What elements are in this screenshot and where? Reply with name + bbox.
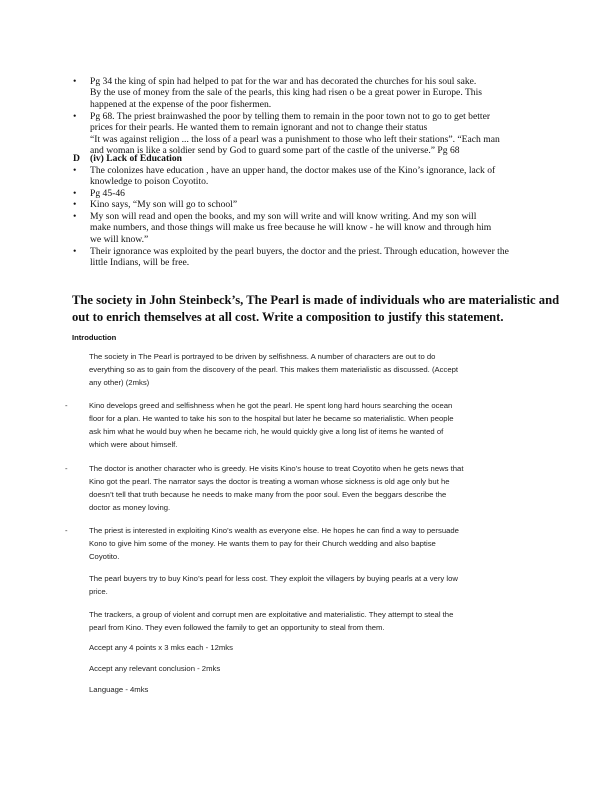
list-item bbox=[89, 572, 458, 598]
text-line: Coyotito. bbox=[89, 552, 120, 561]
text-line: floor for a plan. He wanted to take his son to the hospital but later he became so materialistic. When people bbox=[89, 414, 454, 423]
text-line: The pearl buyers try to buy Kino’s pearl for less cost. They exploit the villagers by buying pearls at a very low bbox=[89, 574, 458, 583]
question-line: The society in John Steinbeck’s, The Pearl is made of individuals who are materialistic and bbox=[72, 293, 560, 307]
text-line: The colonizes have education , have an upper hand, the doctor makes use of the Kino’s ignorance, lack of bbox=[90, 165, 496, 176]
introduction-label: Introduction bbox=[72, 333, 117, 342]
text-line: My son will read and open the books, and my son will write and will know writing. And my son will bbox=[90, 211, 477, 222]
question-line: out to enrich themselves at all cost. Write a composition to justify this statement. bbox=[72, 309, 504, 324]
text-line: which were about himself. bbox=[89, 440, 178, 449]
dash-marker: - bbox=[65, 401, 68, 410]
text-line: The trackers, a group of violent and corrupt men are exploitative and materialistic. They attempt to steal the bbox=[89, 610, 454, 619]
section-title: (iv) Lack of Education bbox=[90, 153, 182, 164]
bullet-icon: • bbox=[73, 211, 77, 222]
list-item bbox=[65, 399, 454, 451]
text-line: little Indians, will be free. bbox=[90, 257, 190, 269]
text-line: Kono to give him some of the money. He wants them to pay for their Church wedding and also baptise bbox=[89, 539, 436, 548]
list-item bbox=[73, 111, 500, 157]
text-line: Pg 34 the king of spin had helped to pat for the war and has decorated the churches for his soul sake. bbox=[90, 76, 477, 87]
bullet-icon: • bbox=[73, 111, 77, 122]
text-line: prices for their pearls. He wanted them to remain ignorant and not to change their status bbox=[90, 122, 428, 134]
text-line: Language - 4mks bbox=[89, 685, 149, 694]
dash-marker: - bbox=[65, 464, 68, 473]
list-item bbox=[89, 350, 458, 389]
text-line: The society in The Pearl is portrayed to be driven by selfishness. A number of characters are out to do bbox=[89, 352, 436, 361]
list-item bbox=[73, 188, 125, 199]
text-line: price. bbox=[89, 587, 108, 596]
text-line: any other) (2mks) bbox=[89, 378, 150, 387]
list-item bbox=[73, 199, 238, 210]
text-line: doctor as money loving. bbox=[89, 503, 171, 512]
text-line: Accept any 4 points x 3 mks each - 12mks bbox=[89, 643, 233, 652]
list-item bbox=[89, 608, 453, 634]
bullet-icon: • bbox=[73, 246, 77, 257]
bullet-icon: • bbox=[73, 76, 77, 87]
question-heading bbox=[72, 292, 559, 325]
text-line: doesn’t tell that truth because he needs to make many from the poor soul. Even the beggars describe the bbox=[89, 490, 447, 499]
text-line: By the use of money from the sale of the pearls, this king had risen o be a great power in Europe. This bbox=[90, 87, 482, 99]
list-item bbox=[89, 662, 220, 675]
text-line: knowledge to poison Coyotito. bbox=[90, 176, 209, 188]
text-line: ask him what he would buy when he became rich, he would quickly give a long list of items he wanted of bbox=[89, 427, 444, 436]
text-line: Accept any relevant conclusion - 2mks bbox=[89, 664, 221, 673]
text-line: Kino got the pearl. The narrator says the doctor is treating a woman whose sickness is old age only but he bbox=[89, 477, 450, 486]
section-letter: D bbox=[73, 153, 80, 164]
text-line: Pg 68. The priest brainwashed the poor by telling them to remain in the poor town not to go to get better bbox=[90, 111, 491, 122]
text-line: and woman is like a soldier send by God to guard some part of the castle of the universe.” Pg 68 bbox=[90, 145, 460, 157]
list-item bbox=[89, 683, 148, 696]
list-item bbox=[73, 165, 496, 188]
text-line: everything so as to gain from the discovery of the pearl. This makes them materialistic as discussed. (Accept bbox=[89, 365, 459, 374]
list-item bbox=[73, 76, 482, 110]
text-line: pearl from Kino. They even followed the family to get an opportunity to steal from them. bbox=[89, 623, 385, 632]
list-item bbox=[73, 211, 492, 245]
text-line: The doctor is another character who is greedy. He visits Kino’s house to treat Coyotito when he gets news that bbox=[89, 464, 464, 473]
bullet-icon: • bbox=[73, 199, 77, 210]
text-line: happened at the expense of the poor fishermen. bbox=[90, 98, 272, 110]
text-line: Their ignorance was exploited by the pearl buyers, the doctor and the priest. Through education, however the bbox=[90, 246, 509, 257]
text-line: we will know.” bbox=[90, 233, 149, 245]
list-item bbox=[89, 641, 233, 654]
list-item bbox=[65, 462, 464, 514]
list-item bbox=[73, 246, 509, 269]
text-line: Pg 45-46 bbox=[90, 188, 125, 199]
list-item bbox=[65, 524, 459, 563]
text-line: Kino says, “My son will go to school” bbox=[90, 199, 238, 210]
text-line: The priest is interested in exploiting Kino’s wealth as everyone else. He hopes he can find a way to persuade bbox=[89, 526, 459, 535]
text-line: “It was against religion ... the loss of a pearl was a punishment to those who left their stations”. “Each man bbox=[90, 133, 500, 145]
text-line: make numbers, and those things will make us free because he will know - he will know and through him bbox=[90, 222, 492, 234]
bullet-icon: • bbox=[73, 165, 77, 176]
dash-marker: - bbox=[65, 526, 68, 535]
bullet-icon: • bbox=[73, 188, 77, 199]
text-line: Kino develops greed and selfishness when he got the pearl. He spent long hard hours searching the ocean bbox=[89, 401, 453, 410]
